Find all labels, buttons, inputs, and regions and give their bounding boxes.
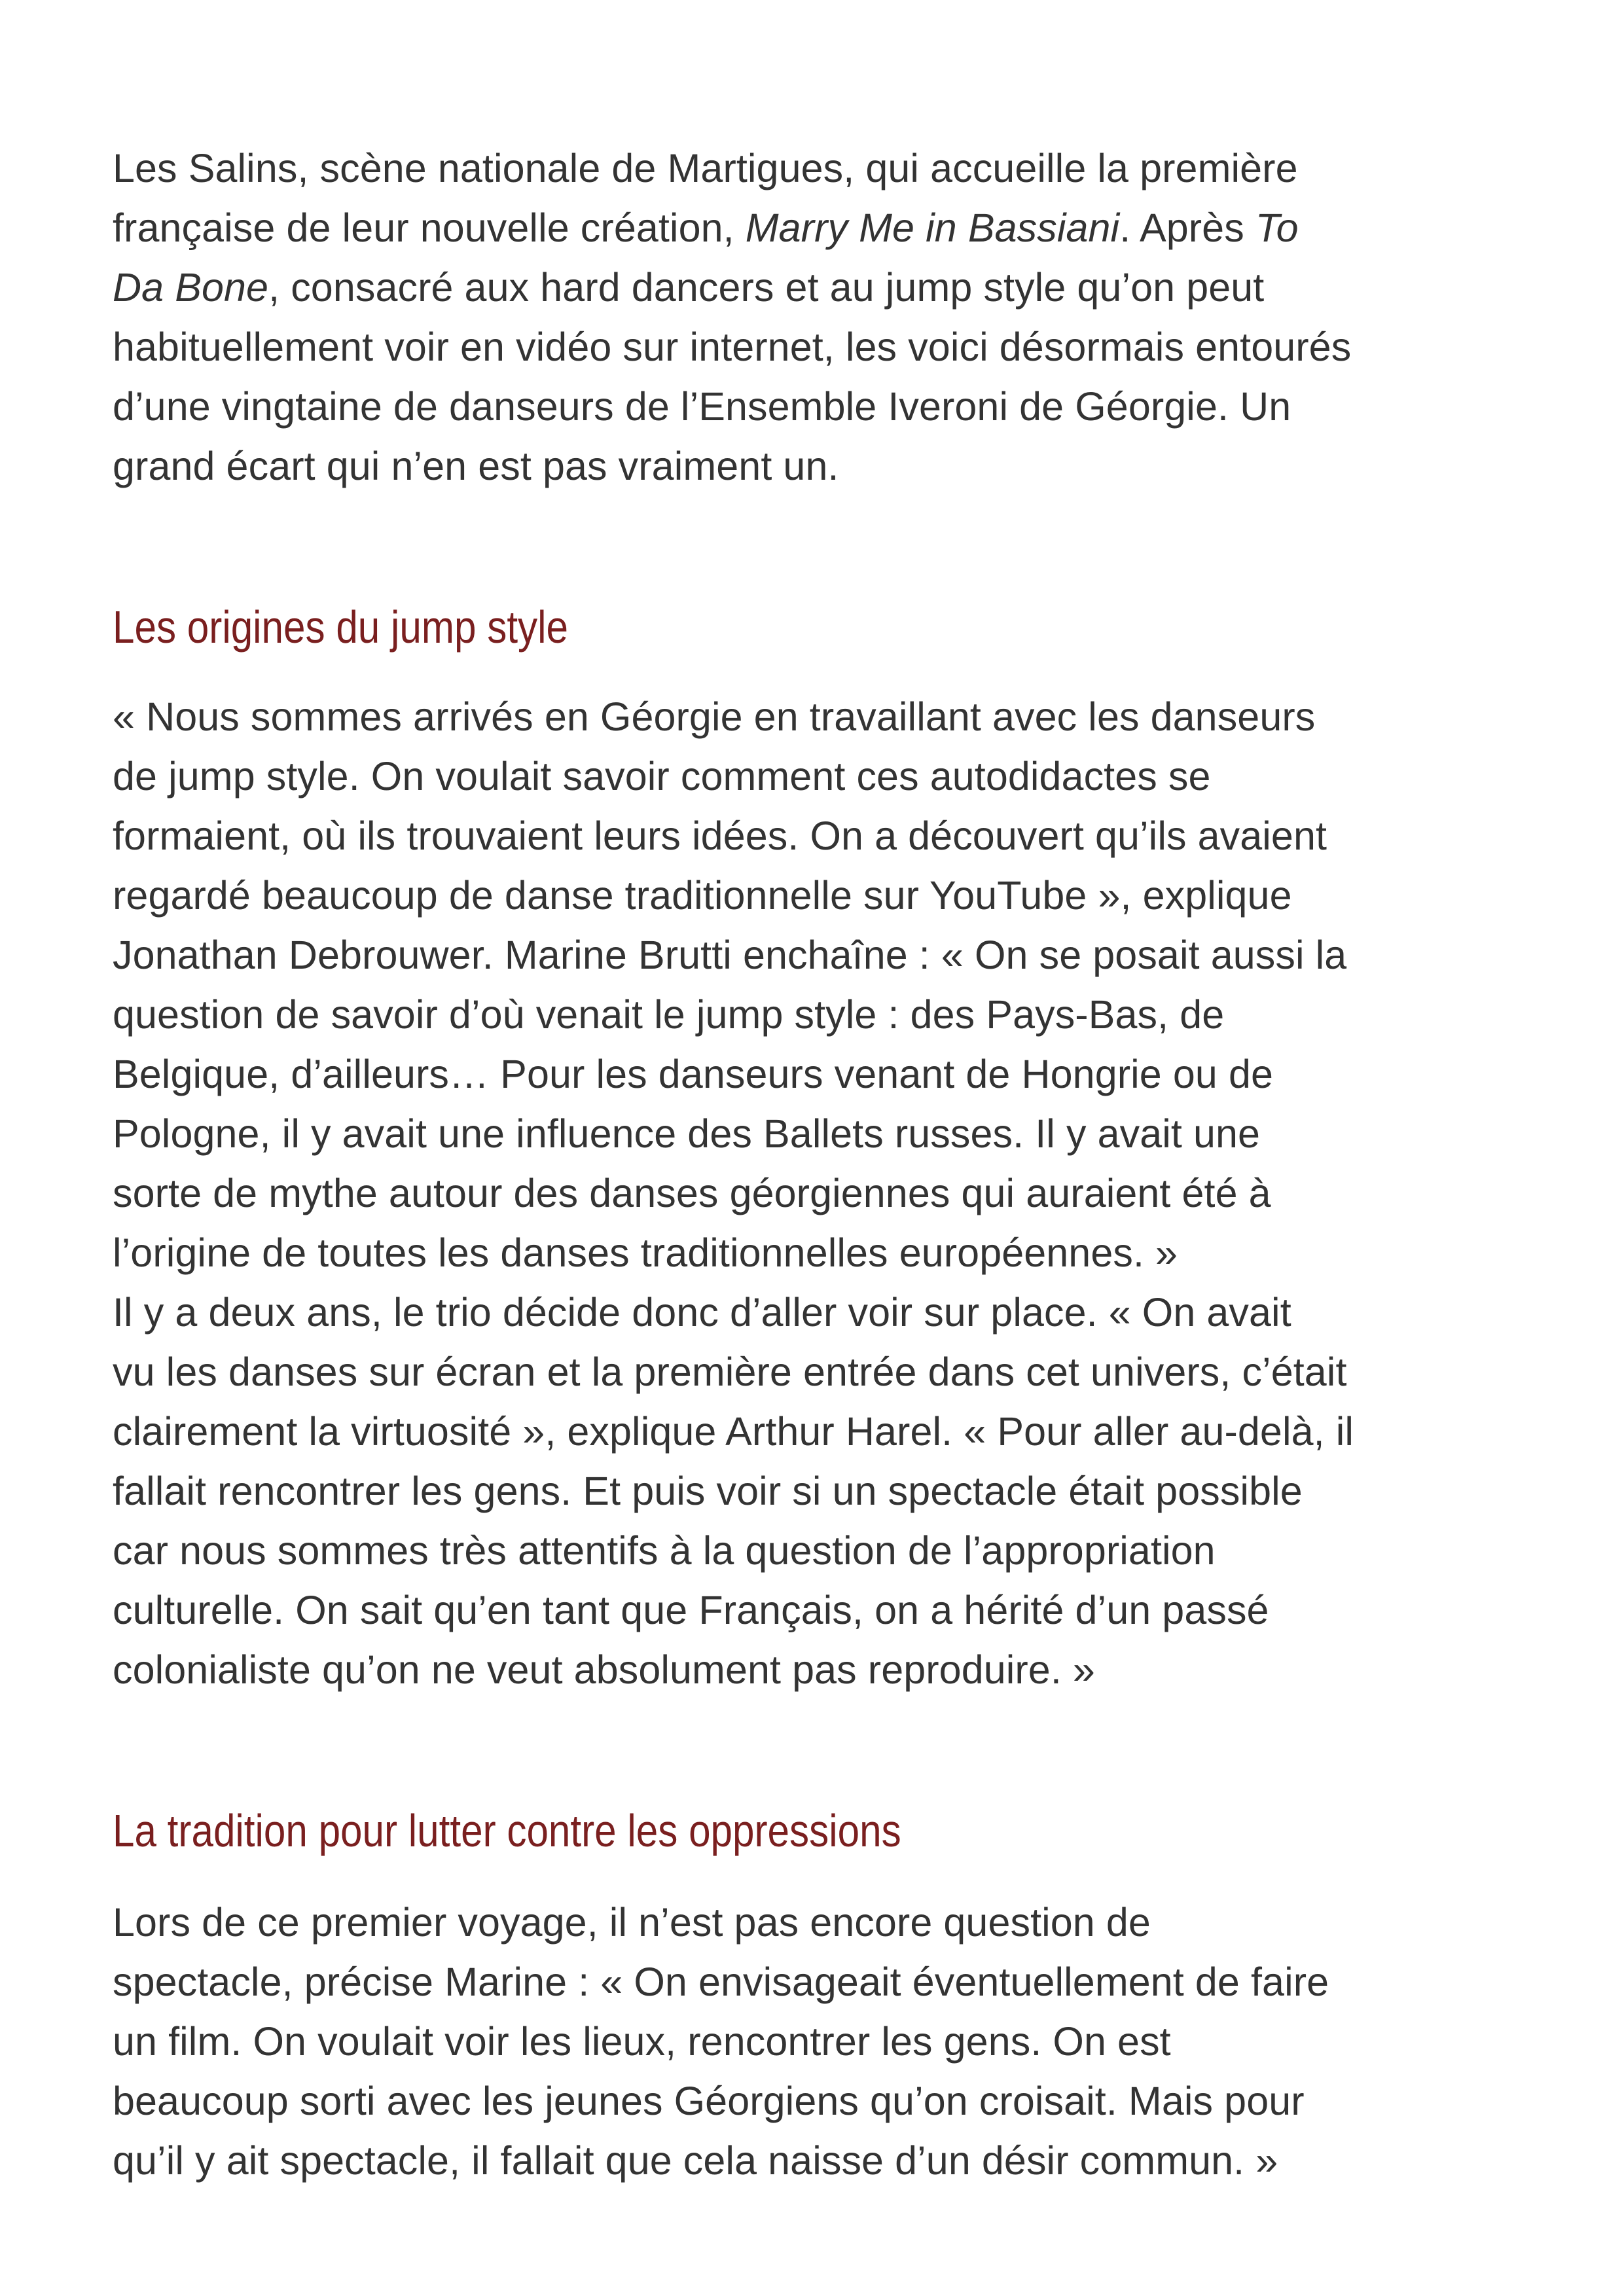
intro-text: , consacré aux hard dancers et au jump style qu’on peut	[268, 265, 1265, 310]
paragraph-line: de jump style. On voulait savoir comment ces autodidactes se	[113, 754, 1211, 798]
show-title-italic: To	[1255, 206, 1299, 250]
paragraph-line: clairement la virtuosité », explique Arthur Harel. « Pour aller au-delà, il	[113, 1409, 1354, 1454]
paragraph-line: sorte de mythe autour des danses géorgiennes qui auraient été à	[113, 1171, 1271, 1215]
paragraph-line: un film. On voulait voir les lieux, rencontrer les gens. On est	[113, 2019, 1171, 2064]
intro-line: grand écart qui n’en est pas vraiment un.	[113, 444, 839, 488]
paragraph-line: culturelle. On sait qu’en tant que Français, on a hérité d’un passé	[113, 1588, 1269, 1632]
paragraph-line: question de savoir d’où venait le jump style : des Pays-Bas, de	[113, 992, 1225, 1037]
paragraph-line: formaient, où ils trouvaient leurs idées. On a découvert qu’ils avaient	[113, 814, 1327, 858]
show-title-italic: Da Bone	[113, 265, 269, 310]
paragraph-line: colonialiste qu’on ne veut absolument pas reproduire. »	[113, 1647, 1095, 1692]
section-heading-tradition: La tradition pour lutter contre les oppressions	[113, 1805, 901, 1856]
intro-line	[113, 198, 1512, 258]
intro-text: française de leur nouvelle création,	[113, 206, 746, 250]
intro-line: habituellement voir en vidéo sur internet, les voici désormais entourés	[113, 325, 1352, 369]
show-title-italic: Marry Me in Bassiani	[745, 206, 1120, 250]
paragraph-line: regardé beaucoup de danse traditionnelle sur YouTube », explique	[113, 873, 1292, 918]
paragraph-line: vu les danses sur écran et la première entrée dans cet univers, c’était	[113, 1350, 1347, 1394]
intro-paragraph	[113, 139, 1512, 496]
paragraph-line: l’origine de toutes les danses traditionnelles européennes. »	[113, 1230, 1178, 1275]
paragraph-line: Lors de ce premier voyage, il n’est pas encore question de	[113, 1900, 1151, 1945]
intro-line: Les Salins, scène nationale de Martigues, qui accueille la première	[113, 146, 1298, 190]
intro-text: . Après	[1119, 206, 1255, 250]
paragraph-line: car nous sommes très attentifs à la question de l’appropriation	[113, 1528, 1216, 1573]
paragraph-line: Pologne, il y avait une influence des Ballets russes. Il y avait une	[113, 1111, 1261, 1156]
paragraph-line: Il y a deux ans, le trio décide donc d’aller voir sur place. « On avait	[113, 1290, 1291, 1335]
tradition-paragraph-1	[113, 1893, 1512, 2191]
paragraph-line: spectacle, précise Marine : « On envisageait éventuellement de faire	[113, 1960, 1329, 2004]
paragraph-line: beaucoup sorti avec les jeunes Géorgiens qu’on croisait. Mais pour	[113, 2079, 1305, 2123]
article-body	[113, 139, 1512, 2191]
paragraph-line: Jonathan Debrouwer. Marine Brutti enchaîne : « On se posait aussi la	[113, 933, 1347, 977]
intro-line: d’une vingtaine de danseurs de l’Ensemble Iveroni de Géorgie. Un	[113, 384, 1291, 429]
origins-paragraph-1	[113, 687, 1512, 1283]
intro-line	[113, 258, 1512, 317]
paragraph-line: Belgique, d’ailleurs… Pour les danseurs venant de Hongrie ou de	[113, 1052, 1274, 1096]
paragraph-line: fallait rencontrer les gens. Et puis voir si un spectacle était possible	[113, 1469, 1303, 1513]
paragraph-line: « Nous sommes arrivés en Géorgie en travaillant avec les danseurs	[113, 694, 1316, 739]
origins-paragraph-2	[113, 1283, 1512, 1700]
paragraph-line: qu’il y ait spectacle, il fallait que cela naisse d’un désir commun. »	[113, 2138, 1278, 2183]
section-heading-origins: Les origines du jump style	[113, 601, 569, 653]
